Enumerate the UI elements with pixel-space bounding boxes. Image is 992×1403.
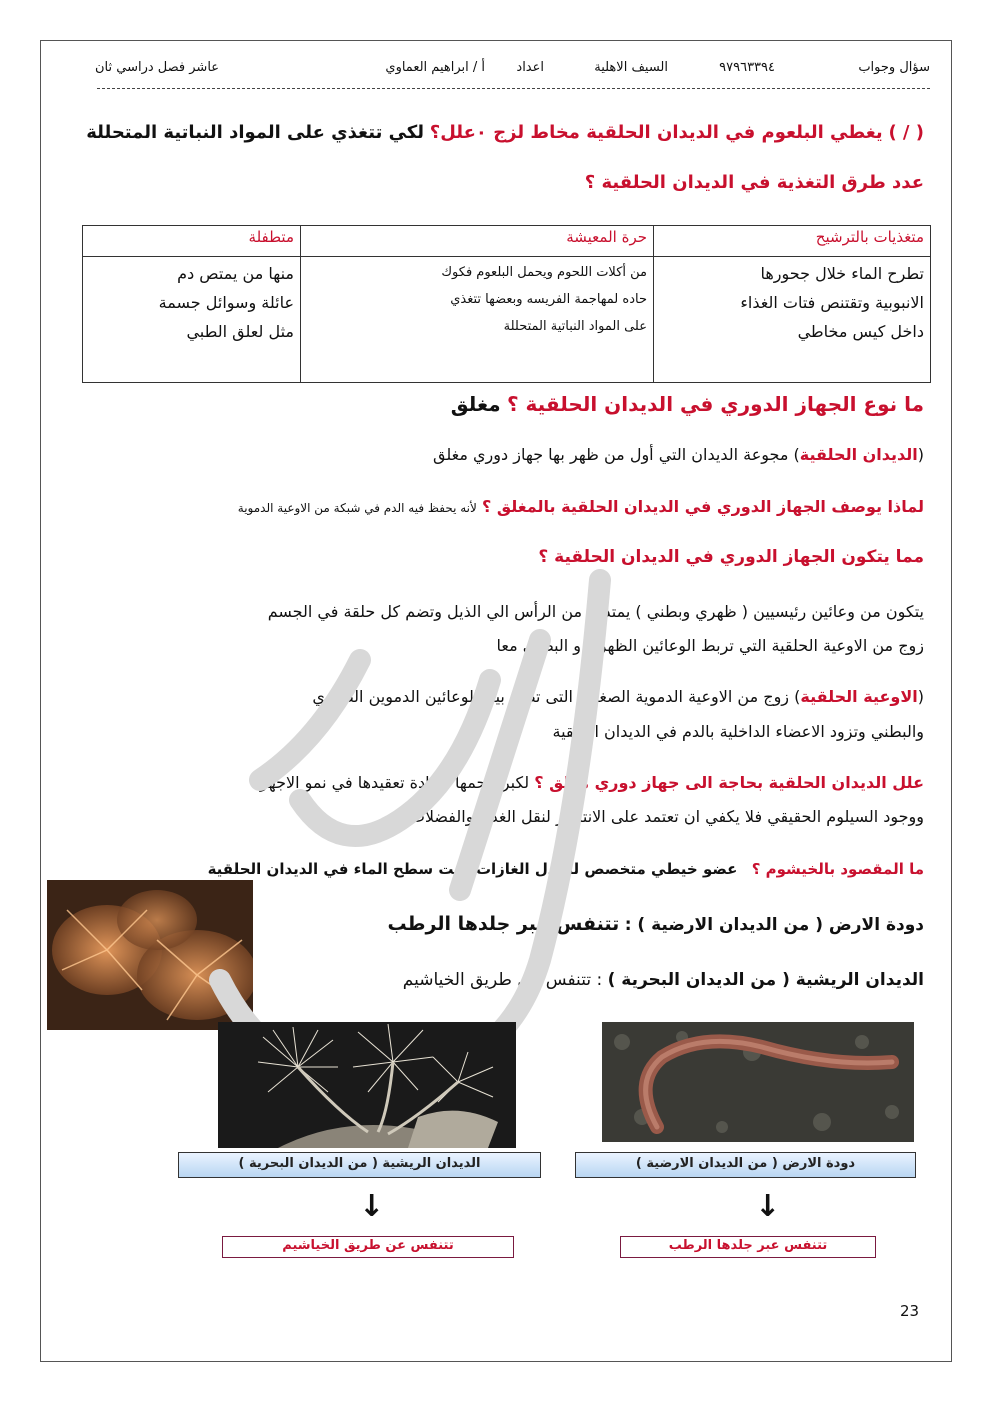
page-number: 23: [900, 1302, 920, 1320]
q7-line: [208, 860, 924, 878]
q5-answer-line1: يتكون من وعائين رئيسيين ( ظهري وبطني ) يمتدان من الرأس الي الذيل وتضم كل حلقة في الجسم: [267, 602, 924, 621]
resp2-value: : تتنفس عن طريق الخياشيم: [402, 970, 603, 990]
q1-question: يغطي البلعوم في الديدان الحلقية مخاط لزج ٠علل؟: [429, 122, 883, 143]
q3-answer: مغلق: [450, 392, 501, 416]
resp2-line: [403, 970, 924, 990]
cell-free-living: [301, 257, 654, 383]
q6-answer-part1: لكبر حجمها وزيادة تعقيدها في نمو الاجهزة: [251, 773, 530, 792]
q2-question: عدد طرق التغذية في الديدان الحلقية ؟: [584, 172, 924, 193]
q4-answer: لأنه يحفظ فيه الدم في شبكة من الاوعية الدموية: [237, 501, 477, 515]
cell-text: حاده لمهاجمة الفريسه وبعضها تتغذي: [450, 292, 647, 307]
header-filter-feeders: متغذيات بالترشيح: [654, 226, 931, 257]
q1-prefix: ( / ): [888, 122, 924, 143]
cell-text: من أكلات اللحوم ويحمل البلعوم فكوك: [441, 265, 647, 280]
q2-line: [585, 172, 924, 193]
header-school: السيف الاهلية: [594, 60, 668, 75]
paren-open: (: [917, 445, 924, 464]
header-divider: [97, 88, 930, 89]
header-author: أ / ابراهيم العماوي: [385, 60, 485, 75]
q1-answer: لكي تتغذي على المواد النباتية المتحللة: [86, 122, 425, 143]
q3-line: [451, 392, 924, 416]
q7-question: ما المقصود بالخيشوم ؟: [751, 860, 924, 878]
def2-line2: والبطني وتزود الاعضاء الداخلية بالدم في الديدان الحلقية: [552, 722, 924, 741]
q5-question: مما يتكون الجهاز الدوري في الديدان الحلقية ؟: [538, 547, 924, 567]
cell-text: على المواد النباتية المتحللة: [503, 319, 647, 334]
q4-line: [238, 497, 924, 516]
q6-line1: [251, 773, 924, 792]
cell-filter-feeders: [654, 257, 931, 383]
feather-duster-coral-photo: [47, 880, 253, 1030]
cell-text: عائلة وسوائل جسمة: [158, 293, 294, 312]
feather-worm-label-box: الديدان الريشية ( من الديدان البحرية ): [178, 1152, 541, 1178]
arrow-down-icon: ↓: [359, 1189, 385, 1224]
cell-text: منها من يمتص دم: [177, 264, 294, 283]
cell-text: تطرح الماء خلال جحورها: [760, 264, 924, 283]
header-subject: سؤال وجواب: [858, 60, 930, 75]
q7-answer: عضو خيطي متخصص لتبادل الغازات تحت سطح الماء في الديدان الحلقية: [207, 860, 738, 878]
earthworm-result-box: تتنفس عبر جلدها الرطب: [620, 1236, 876, 1258]
q4-question: لماذا يوصف الجهاز الدوري في الديدان الحلقية بالمغلق ؟: [481, 497, 924, 516]
cell-text: الانبوبية وتقتنص فتات الغذاء: [740, 293, 924, 312]
cell-text: مثل لعلق الطبي: [186, 322, 294, 341]
q5-answer-line2: زوج من الاوعية الحلقية التي تربط الوعائين الظهري و البطني معا: [496, 636, 924, 655]
header-parasitic: متطفلة: [83, 226, 301, 257]
resp1-line: [387, 913, 924, 935]
header-grade: عاشر فصل دراسي ثان: [95, 60, 220, 75]
def1-line: [433, 445, 924, 464]
q6-answer-line2: ووجود السيلوم الحقيقي فلا يكفي ان تعتمد على الانتشار لنقل الغذاء والفضلات: [409, 807, 924, 826]
header-prepared: اعداد: [516, 60, 544, 75]
q5-line: [538, 547, 924, 567]
table-row: [83, 257, 931, 383]
header-free-living: حرة المعيشة: [301, 226, 654, 257]
feather-worm-photo: [218, 1022, 516, 1148]
def2-line1: [312, 687, 924, 706]
resp2-label: الديدان الريشية ( من الديدان البحرية ): [607, 970, 924, 990]
resp1-label: دودة الارض ( من الديدان الارضية ) :: [624, 915, 924, 935]
header-phone: ٩٧٩٦٣٣٩٤: [719, 60, 775, 75]
cell-parasitic: [83, 257, 301, 383]
paren-open: (: [917, 687, 924, 706]
def2-term: الاوعية الحلقية: [800, 687, 918, 706]
earthworm-photo: [602, 1022, 914, 1142]
q3-question: ما نوع الجهاز الدوري في الديدان الحلقية ؟: [506, 392, 924, 416]
q6-question: علل الديدان الحلقية بحاجة الى جهاز دوري مغلق ؟: [534, 773, 924, 792]
resp1-value: تتنفس عبر جلدها الرطب: [387, 913, 620, 935]
def1-text: ) مجوعة الديدان التي أول من ظهر بها جهاز دوري مغلق: [433, 445, 800, 464]
table-header-row: [83, 226, 931, 257]
def1-term: الديدان الحلقية: [799, 445, 918, 464]
earthworm-label-box: دودة الارض ( من الديدان الارضية ): [575, 1152, 916, 1178]
feeding-types-table: [82, 225, 931, 383]
feather-worm-result-box: تتنفس عن طريق الخياشيم: [222, 1236, 514, 1258]
cell-text: داخل كيس مخاطي: [797, 322, 924, 341]
page-header: [95, 60, 930, 82]
def2-text: ) زوج من الاوعية الدموية الصغرى التى تصل بين الوعائين الدموين الظهري: [312, 687, 801, 706]
q1-line: [86, 122, 924, 143]
arrow-down-icon: ↓: [755, 1189, 781, 1224]
